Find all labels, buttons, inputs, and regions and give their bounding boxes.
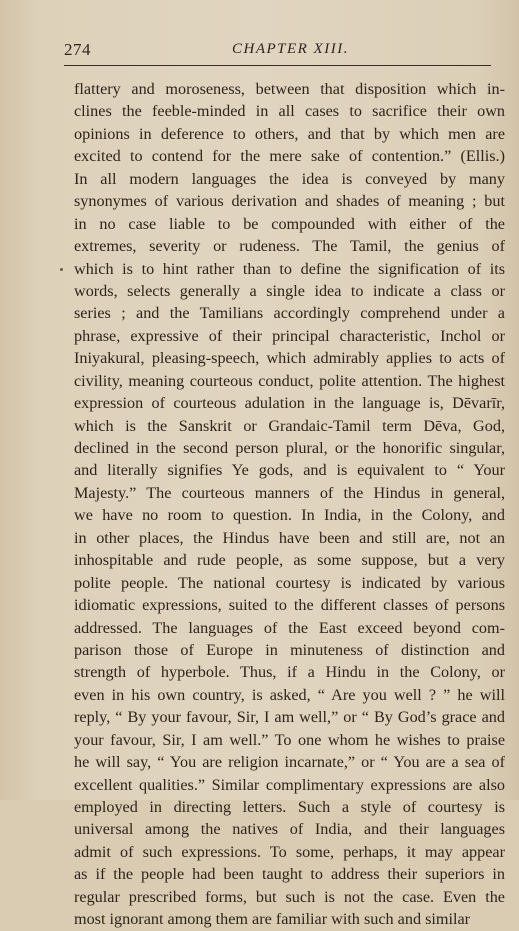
text-line: idiomatic expressions, suited to the different classes of persons bbox=[74, 596, 505, 615]
text-line: inhospitable and rude people, as some suppose, but a very bbox=[74, 551, 505, 570]
text-line: series ; and the Tamilians accordingly comprehend under a bbox=[74, 304, 505, 323]
text-line: employed in directing letters. Such a style of courtesy is bbox=[74, 798, 505, 816]
text-line: declined in the second person plural, or the honorific singular, bbox=[74, 439, 505, 457]
text-line: excited to contend for the mere sake of contention.” (Ellis.) bbox=[74, 147, 505, 166]
text-line: universal among the natives of India, and their languages bbox=[74, 820, 505, 839]
text-line: civility, meaning courteous conduct, polite attention. The highest bbox=[74, 371, 505, 390]
text-line: synonymes of various derivation and shades of meaning ; but bbox=[74, 192, 505, 211]
text-line: opinions in deference to others, and that by which men are bbox=[74, 124, 505, 143]
text-line: flattery and moroseness, between that disposition which in- bbox=[74, 80, 505, 98]
text-line: Majesty.” The courteous manners of the Hindus in general, bbox=[74, 483, 505, 502]
text-line: phrase, expressive of their principal characteristic, Inchol or bbox=[74, 326, 505, 345]
text-line: strength of hyperbole. Thus, if a Hindu in the Colony, or bbox=[74, 663, 505, 682]
text-line: extremes, severity or rudeness. The Tamil, the genius of bbox=[74, 237, 505, 256]
text-line: your favour, Sir, I am well.” To one whom he wishes to praise bbox=[74, 730, 505, 749]
text-line: regular prescribed forms, but such is not the case. Even the bbox=[74, 887, 505, 906]
text-line: he will say, “ You are religion incarnate,” or “ You are a sea of bbox=[74, 753, 505, 772]
text-line: expression of courteous adulation in the language is, Dēvarīr, bbox=[74, 394, 505, 413]
text-line: parison those of Europe in minuteness of distinction and bbox=[74, 640, 505, 659]
text-line: words, selects generally a single idea to indicate a class or bbox=[74, 281, 505, 300]
text-line: which is the Sanskrit or Grandaic-Tamil term Dēva, God, bbox=[74, 416, 505, 435]
header-rule bbox=[64, 65, 491, 66]
text-line: as if the people had been taught to address their superiors in bbox=[74, 865, 505, 884]
text-line: In all modern languages the idea is conveyed by many bbox=[74, 169, 505, 188]
page-header bbox=[64, 40, 491, 60]
text-line: excellent qualities.” Similar complimentary expressions are also bbox=[74, 775, 505, 794]
text-line: addressed. The languages of the East exceed beyond com- bbox=[74, 618, 505, 637]
text-line: and literally signifies Ye gods, and is equivalent to “ Your bbox=[74, 461, 505, 480]
chapter-title: CHAPTER XIII. bbox=[232, 41, 349, 57]
text-line: admit of such expressions. To some, perhaps, it may appear bbox=[74, 842, 505, 861]
page-number: 274 bbox=[64, 40, 91, 59]
text-line: Iniyakural, pleasing-speech, which admirably applies to acts of bbox=[74, 349, 505, 368]
text-line: even in his own country, is asked, “ Are you well ? ” he will bbox=[74, 685, 505, 704]
text-line: reply, “ By your favour, Sir, I am well,” or “ By God’s grace and bbox=[74, 708, 505, 727]
body-text bbox=[74, 78, 505, 931]
margin-speck bbox=[60, 268, 63, 271]
text-line: we have no room to question. In India, in the Colony, and bbox=[74, 506, 505, 525]
text-line: in other places, the Hindus have been and still are, not an bbox=[74, 528, 505, 547]
text-line: in no case liable to be compounded with either of the bbox=[74, 214, 505, 233]
text-line: which is to hint rather than to define the signification of its bbox=[74, 259, 505, 278]
text-line: polite people. The national courtesy is indicated by various bbox=[74, 573, 505, 592]
text-line: most ignorant among them are familiar with such and similar bbox=[74, 910, 471, 929]
text-line: clines the feeble-minded in all cases to sacrifice their own bbox=[74, 102, 505, 121]
